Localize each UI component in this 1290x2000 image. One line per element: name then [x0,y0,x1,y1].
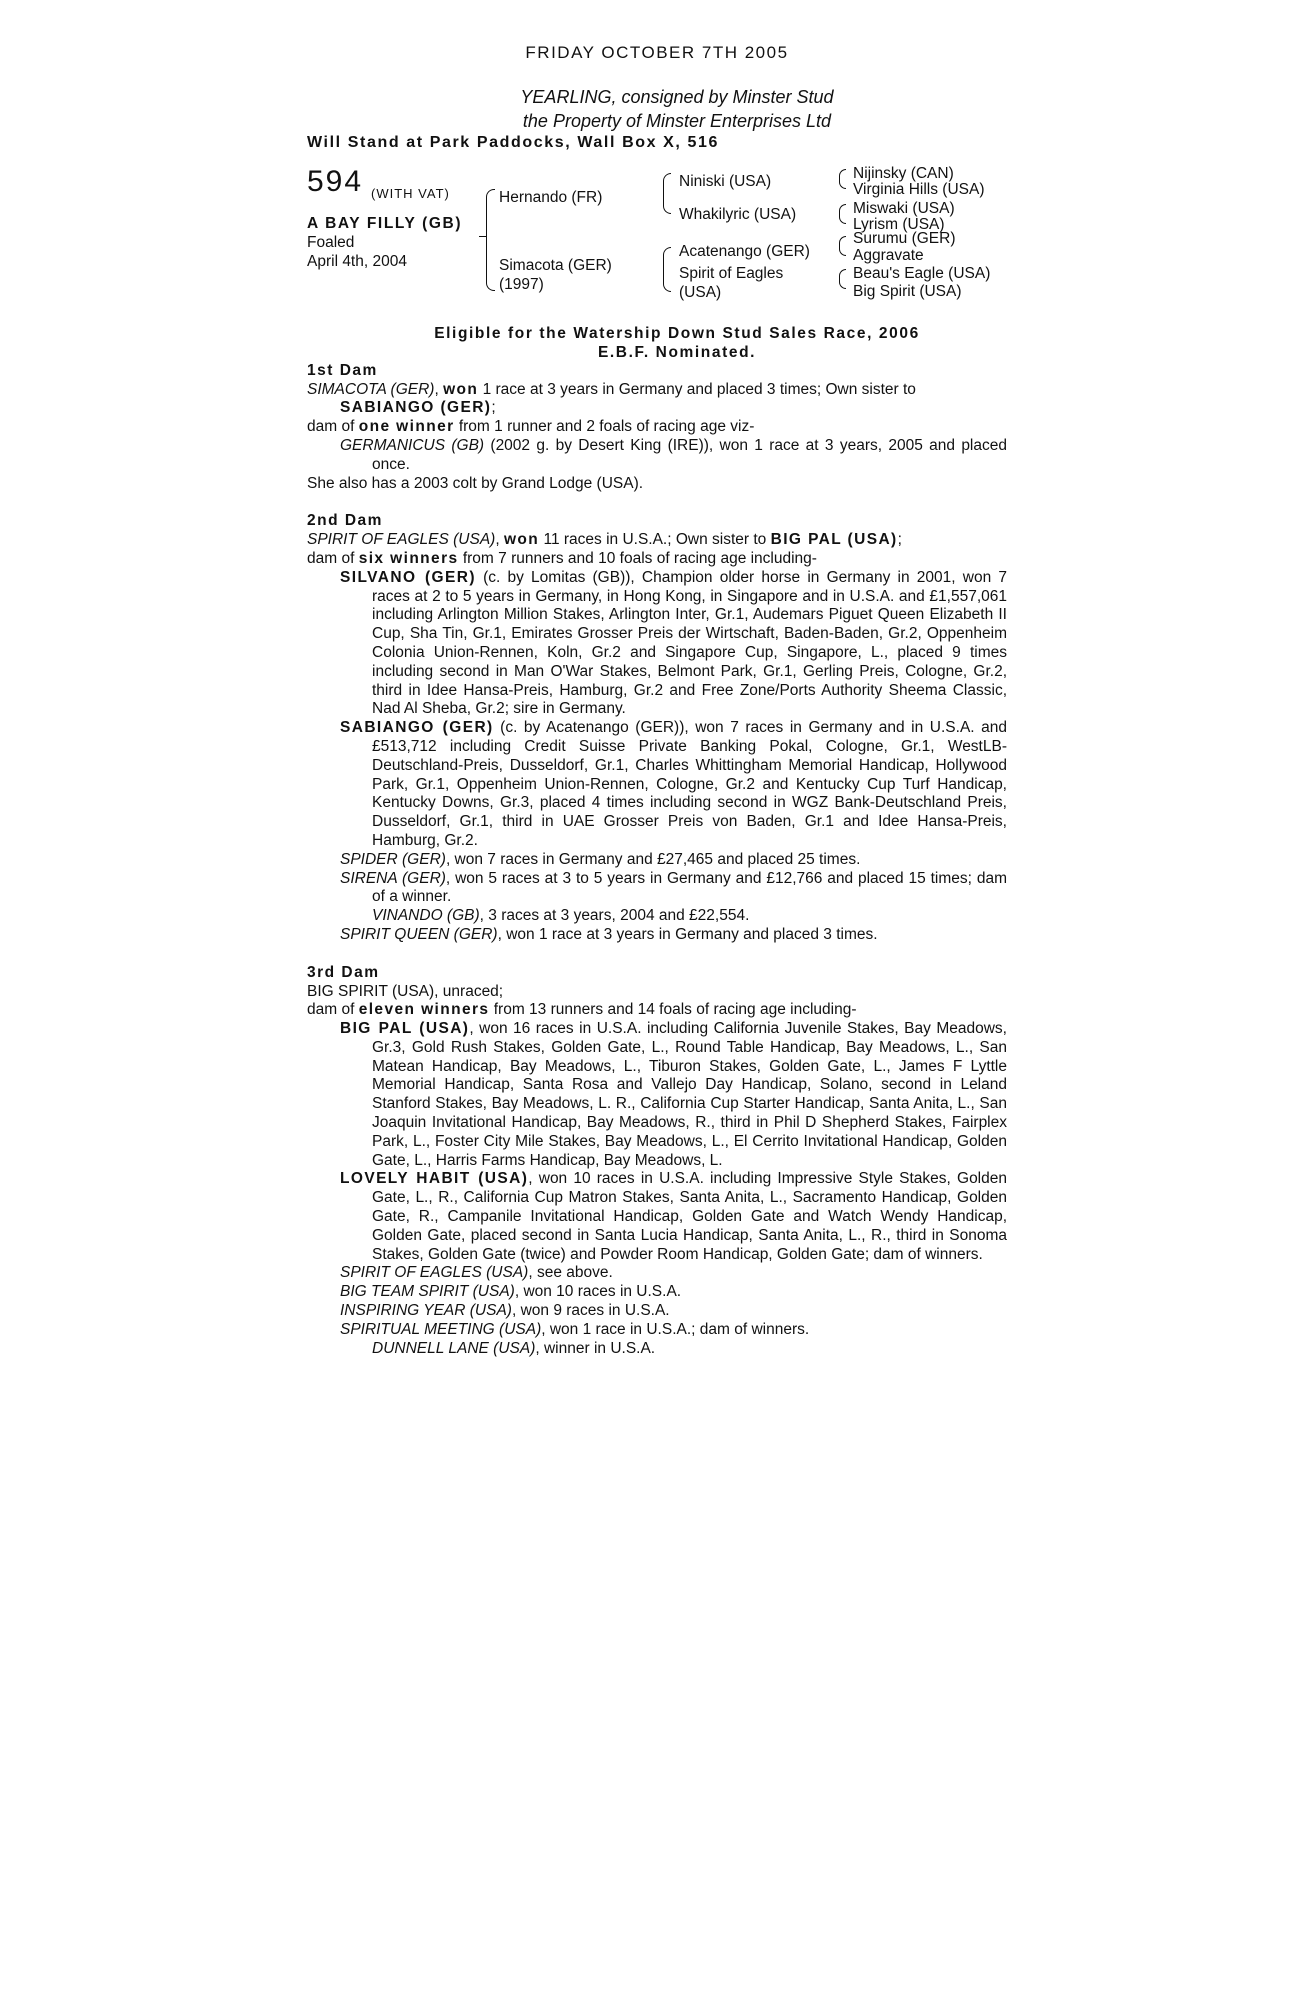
lot-number: 594 [307,164,364,198]
second-dam-sister-end: ; [897,531,902,549]
vat-note: (WITH VAT) [371,185,450,201]
third-dam-dam-of-text: from 13 runners and 14 foals of racing age including- [489,1001,857,1019]
pedigree-brace-sire-bottom [663,193,671,214]
spirit-queen-text: , won 1 race at 3 years in Germany and placed 3 times. [497,925,878,943]
vinando-name: VINANDO (GB) [372,907,480,925]
second-dam-winners: six winners [358,549,459,567]
spirit-of-eagles-name: SPIRIT OF EAGLES (USA) [340,1264,529,1282]
vinando-text: , 3 races at 3 years, 2004 and £22,554. [479,907,750,925]
ped-dds: Beau's Eagle (USA) [853,264,991,282]
pedigree-brace-g3-1-bottom [839,178,846,189]
progeny-sabiango [307,719,1007,851]
pedigree-brace-dam-top [663,247,671,270]
big-pal-text: , won 16 races in U.S.A. including California Juvenile Stakes, Bay Meadows, Gr.3, Gold Rush Stakes, Golden Gate, L., Round Table Handicap, Bay Meadows, L., San Matean Handicap, Bay Meadows, L., Tiburon Stakes, Golden Gate, L., James F Lyttle Memorial Handicap, Santa Rosa and Vallejo Day Handicap, Solano, second in Leland Stanford Stakes, Bay Meadows, L. R., California Cup Starter Handicap, Santa Anita, L., San Joaquin Invitational Handicap, Bay Meadows, R., third in Phil D Shepherd Stakes, Fairplex Park, L., Foster City Mile Stakes, Bay Meadows, L., El Cerrito Invitational Handicap, Golden Gate, L., Harris Farms Handicap, Bay Meadows, L. [372,1020,1007,1169]
second-dam-name: SPIRIT OF EAGLES (USA) [307,531,496,549]
pedigree-brace-g3-4-bottom [839,278,846,289]
eligibility [307,324,1007,362]
first-dam-text: 1 race at 3 years in Germany and placed 3 times; Own sister to [478,380,916,398]
big-pal-name: BIG PAL (USA) [340,1020,470,1038]
foaled-date: April 4th, 2004 [307,252,407,270]
progeny-sirena [307,870,1007,908]
ped-dsd: Aggravate [853,246,924,264]
second-dam-sister: BIG PAL (USA) [770,531,898,549]
foaled-label: Foaled [307,233,355,251]
sabiango-text: (c. by Acatenango (GER)), won 7 races in Germany and in U.S.A. and £513,712 including Credit Suisse Private Banking Pokal, Cologne, Gr.1, WestLB-Deutschland-Preis, Dusseldorf, Gr.1, Charles Whittingham Memorial Handicap, Hollywood Park, Gr.1, Oppenheim Union-Rennen, Cologne, Gr.2 and Kentucky Cup Turf Handicap, Kentucky Downs, Gr.3, placed 4 times including second in WGZ Bank-Deutschland Preis, Dusseldorf, Gr.1, third in UAE Grosser Preis von Baden, Gr.1 and Idee Hansa-Preis, Hamburg, Gr.2. [372,719,1008,849]
first-dam-heading: 1st Dam [307,361,378,379]
ped-sdd: Lyrism (USA) [853,215,945,233]
catalogue-page [307,44,1007,1358]
ped-ssd: Virginia Hills (USA) [853,180,985,198]
germanicus-name: GERMANICUS (GB) [340,436,485,454]
consignor-block [307,85,1007,133]
pedigree-brace-main-top [486,189,495,238]
spiritual-meeting-name: SPIRITUAL MEETING (USA) [340,1320,542,1338]
ped-ddd: Big Spirit (USA) [853,282,962,300]
ebf-nominated: E.B.F. Nominated. [597,343,757,361]
dunnell-lane-name: DUNNELL LANE (USA) [372,1339,536,1357]
dam-year: (1997) [499,275,544,293]
sire-dam: Whakilyric (USA) [679,205,797,223]
second-dam-heading: 2nd Dam [307,512,383,530]
progeny-spiritual-meeting [307,1321,1007,1340]
big-team-spirit-name: BIG TEAM SPIRIT (USA) [340,1283,515,1301]
second-dam-record: SPIRIT OF EAGLES (USA), won 11 races in U.S.A.; Own sister to BIG PAL (USA); [307,531,902,549]
progeny-spider [307,851,1007,870]
dam-sire: Acatenango (GER) [679,242,810,260]
progeny-big-pal [307,1020,1007,1170]
progeny-inspiring-year [307,1302,1007,1321]
progeny-germanicus [307,437,1007,475]
second-dam-produce [307,550,1007,569]
inspiring-year-name: INSPIRING YEAR (USA) [340,1302,512,1320]
big-team-spirit-text: , won 10 races in U.S.A. [514,1283,682,1301]
progeny-spirit-of-eagles [307,1264,1007,1283]
progeny-spirit-queen [307,926,1007,945]
spiritual-meeting-text: , won 1 race in U.S.A.; dam of winners. [541,1320,810,1338]
third-dam-record: BIG SPIRIT (USA), unraced; [307,982,504,1000]
first-dam-produce [307,418,1007,437]
third-dam-dam-of: dam of [307,1001,359,1019]
inspiring-year-text: , won 9 races in U.S.A. [511,1302,670,1320]
first-dam-winners: one winner [358,418,455,436]
lovely-habit-name: LOVELY HABIT (USA) [340,1170,529,1188]
dam-dam: Spirit of Eagles [679,264,784,282]
dunnell-lane-text: , winner in U.S.A. [535,1339,656,1357]
spirit-of-eagles-text: , see above. [528,1264,613,1282]
third-dam-heading: 3rd Dam [307,963,380,981]
progeny-big-team-spirit [307,1283,1007,1302]
first-dam-dam-of: dam of [307,418,359,436]
pedigree-brace-g3-3-bottom [839,245,846,256]
pedigree-brace-main-bottom [486,237,495,291]
progeny-dunnell-lane [307,1340,1007,1359]
progeny-lovely-habit [307,1170,1007,1264]
dam-dam-country: (USA) [679,283,722,301]
first-dam-dam-of-text: from 1 runner and 2 foals of racing age viz- [454,418,755,436]
first-dam-sister: SABIANGO (GER) [340,399,492,417]
second-dam-section [307,512,1007,944]
sabiango-name: SABIANGO (GER) [340,719,494,737]
silvano-text: (c. by Lomitas (GB)), Champion older horse in Germany in 2001, won 7 races at 2 to 5 years in Germany, in Hong Kong, in Singapore and in U.S.A. and £1,557,061 including Arlington Million Stakes, Arlington Inter, Gr.1, Audemars Piguet Queen Elizabeth II Cup, Sha Tin, Gr.1, Emirates Grosser Preis der Wirtschaft, Baden-Baden, Gr.2, Oppenheim Colonia Union-Rennen, Koln, Gr.2 and Singapore Cup, Singapore, L., placed 9 times including second in Man O'War Stakes, Belmont Park, Gr.1, Gerling Preis, Cologne, Gr.2, third in Idee Hansa-Preis, Hamburg, Gr.2 and Free Zone/Ports Authority Sheema Classic, Nad Al Sheba, Gr.2; sire in Germany. [372,568,1007,718]
second-dam-dam-of: dam of [307,549,359,567]
lovely-habit-text: , won 10 races in U.S.A. including Impressive Style Stakes, Golden Gate, L., R., California Cup Matron Stakes, Santa Anita, L., Sacramento Handicap, Golden Gate, R., Campanile Invitational Handicap, Golden Gate and Watch Wendy Handicap, Golden Gate, placed second in Santa Lucia Handicap, Santa Anita, L., R., third in Sonoma Stakes, Golden Gate (twice) and Powder Room Handicap, Golden Gate; dam of winners. [372,1170,1007,1263]
second-dam-dam-of-text: from 7 runners and 10 foals of racing age including- [458,549,817,567]
sirena-text: , won 5 races at 3 to 5 years in Germany and £12,766 and placed 15 times; dam of a winner. [372,869,1007,906]
silvano-name: SILVANO (GER) [340,568,476,586]
dam: Simacota (GER) [499,256,612,274]
progeny-vinando [307,907,1007,926]
pedigree-brace-dam-bottom [663,269,671,292]
pedigree-brace-main-tip [479,236,487,237]
third-dam-produce [307,1001,1007,1020]
stand-location: Will Stand at Park Paddocks, Wall Box X, 516 [307,133,719,151]
sire-sire: Niniski (USA) [679,172,772,190]
germanicus-text: (2002 g. by Desert King (IRE)), won 1 race at 3 years, 2005 and placed once. [372,436,1007,473]
first-dam-won: won [443,380,479,398]
spirit-queen-name: SPIRIT QUEEN (GER) [340,925,498,943]
ped-dss: Surumu (GER) [853,229,956,247]
spider-text: , won 7 races in Germany and £27,465 and placed 25 times. [445,850,861,868]
consignor-line: YEARLING, consigned by Minster Stud [520,86,834,107]
second-dam-won: won [503,531,540,549]
sale-date: FRIDAY OCTOBER 7TH 2005 [525,43,789,62]
pedigree-brace-sire-top [663,173,671,194]
progeny-silvano [307,569,1007,719]
lot-name: A BAY FILLY (GB) [307,214,463,232]
pedigree-block [307,164,1007,322]
sirena-name: SIRENA (GER) [340,869,446,887]
property-line: the Property of Minster Enterprises Ltd [522,110,832,131]
first-dam-record: SIMACOTA (GER), won 1 race at 3 years in Germany and placed 3 times; Own sister to SABIANGO (GER); [307,380,916,417]
third-dam-winners: eleven winners [358,1001,490,1019]
second-dam-text: 11 races in U.S.A.; Own sister to [539,531,771,549]
first-dam-also: She also has a 2003 colt by Grand Lodge (USA). [307,474,644,492]
first-dam-name: SIMACOTA (GER) [307,380,435,398]
pedigree-brace-g3-2-bottom [839,213,846,224]
ped-sss: Nijinsky (CAN) [853,164,954,182]
first-dam-sister-end: ; [491,399,496,417]
third-dam-section [307,964,1007,1359]
first-dam-section [307,362,1007,494]
eligibility-line: Eligible for the Watership Down Stud Sales Race, 2006 [434,324,920,342]
ped-sds: Miswaki (USA) [853,199,955,217]
sire: Hernando (FR) [499,188,603,206]
spider-name: SPIDER (GER) [340,850,446,868]
